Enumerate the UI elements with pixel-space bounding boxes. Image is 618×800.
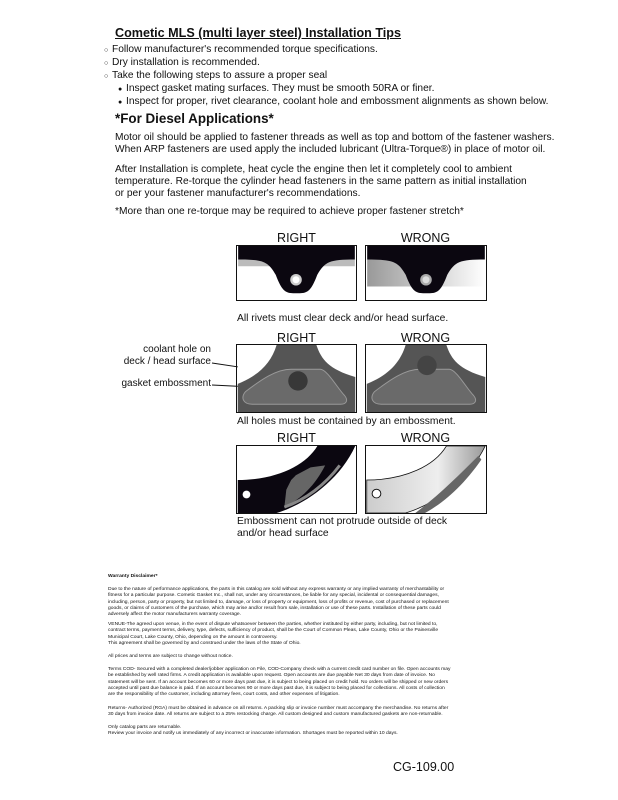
prices-paragraph	[108, 654, 233, 660]
text-line: Due to the nature of performance applications, the parts in this catalog are sold without any express warranty or any implied warranty of merchantability or	[108, 587, 445, 592]
text-line: Municipal Court, Lake County, Ohio, depending on the amount in controversy.	[108, 634, 278, 640]
text-line: coolant hole on	[143, 344, 211, 355]
right-label: RIGHT	[277, 231, 316, 245]
text-line: Only catalog parts are returnable.	[108, 725, 182, 730]
page-title: Cometic MLS (multi layer steel) Installation Tips	[115, 26, 401, 40]
caption-holes: All holes must be contained by an embossment.	[237, 416, 456, 427]
sub-tip: ● Inspect for proper, rivet clearance, coolant hole and embossment alignments as shown below.	[118, 96, 549, 107]
diesel-heading: *For Diesel Applications*	[115, 111, 274, 126]
text-line: adversely affect the motor manufacturers warranty coverage.	[108, 612, 242, 618]
text-line: Inspect gasket mating surfaces. They must be smooth 50RA or finer.	[126, 83, 435, 94]
text-line: be established by well rated firms. A credit application is available upon request. Open accounts are due payable Net 30 days from date of invoice. No	[108, 673, 435, 679]
text-line: Review your invoice and notify us immediately of any incorrect or inaccurate information. Shortages must be reported within 10 days.	[108, 731, 398, 737]
text-line: After Installation is complete, heat cycle the engine then let it completely cool to ambient	[115, 164, 512, 175]
warranty-title: Warranty Disclaimer*	[108, 574, 158, 579]
coolant-wrong-diagram	[365, 344, 487, 413]
caption-embossment	[237, 516, 447, 540]
returns-paragraph	[108, 706, 448, 719]
text-line: fitness for a particular purpose. Cometic Gasket Inc., shall not, under any circumstances, be liable for any special, incidental or consequential damages,	[108, 593, 439, 599]
text-line: All prices and terms are subject to change without notice.	[108, 654, 233, 659]
tip: ○ Dry installation is recommended.	[104, 57, 260, 68]
tip: ○ Follow manufacturer's recommended torque specifications.	[104, 44, 378, 55]
text-line: When ARP fasteners are used apply the included lubricant (Ultra-Torque®) in place of motor oil.	[115, 144, 546, 156]
text-line: accepted until past due balance is paid. If an account becomes 90 or more days past due, it is subject to being placed for collections. All costs of collection	[108, 685, 445, 691]
text-line: This agreement shall be governed by and construed under the laws of the State of Ohio.	[108, 640, 301, 646]
text-line: statement will be sent. If an account becomes 60 or more days past due, it is subject to being placed on credit hold. No orders will be shipped or new orders	[108, 679, 449, 685]
embossment-wrong-diagram	[365, 445, 487, 514]
caption-rivets: All rivets must clear deck and/or head surface.	[237, 313, 449, 324]
text-line: Terms COD- Secured with a completed dealer/jobber application on File, COD-Company check with a current credit card number on file. Open accounts may	[108, 667, 451, 672]
text-line: Motor oil should be applied to fastener threads as well as top and bottom of the fastener washers.	[115, 132, 555, 143]
embossment-right-diagram	[236, 445, 357, 514]
right-label: RIGHT	[277, 331, 316, 345]
callout-embossment: gasket embossment	[121, 378, 211, 389]
text-line: are the responsibility of the customer, including attorney fees, court costs, and other expenses of litigation.	[108, 692, 340, 698]
text-line: Embossment can not protrude outside of deck	[237, 516, 448, 527]
tip: ○ Take the following steps to assure a proper seal	[104, 70, 328, 81]
text-line: 30 days from invoice date. All returns are subject to a 25% restocking charge. All custom designed and custom manufactured gaskets are non-returnable.	[108, 712, 443, 718]
right-label: RIGHT	[277, 431, 316, 445]
text-line: Dry installation is recommended.	[112, 57, 260, 68]
diesel-note: *More than one re-torque may be required to achieve proper fastener stretch*	[115, 206, 464, 217]
text-line: Follow manufacturer's recommended torque specifications.	[112, 44, 378, 55]
wrong-label: WRONG	[400, 331, 451, 345]
text-line: contract terms, payment terms, delivery, type, defects, sufficiency of product, shall be the Court of Common Pleas, Lake County, Ohio or the Painesville	[108, 628, 439, 634]
text-line: deck / head surface	[123, 356, 211, 367]
page-code: CG-109.00	[393, 760, 455, 774]
venue-paragraph	[108, 622, 438, 647]
text-line: and/or head surface	[237, 528, 329, 539]
terms-paragraph	[108, 667, 451, 698]
text-line: Returns- Authorized (RGA) must be obtained in advance on all returns. A packing slip or invoice number must accompany the merchandise. No returns after	[108, 706, 449, 711]
wrong-label: WRONG	[400, 231, 451, 245]
text-line: temperature. Re-torque the cylinder head fasteners in the same pattern as initial installation	[115, 176, 527, 188]
coolant-right-diagram	[236, 344, 357, 413]
text-line: goods, or claims of customers of the purchase, which may arise and/or result from sale, installation or use of these parts. Installation of these parts could	[108, 605, 441, 611]
sub-tip: ● Inspect gasket mating surfaces. They must be smooth 50RA or finer.	[118, 83, 435, 94]
review-paragraph	[108, 725, 398, 738]
text-line: Take the following steps to assure a proper seal	[112, 70, 328, 81]
text-line: VENUE-The agreed upon venue, in the event of dispute whatsoever between the parties, whether instituted by either party, including, but not limited to,	[108, 622, 438, 627]
text-line: including, person, party or property, but not limited to, damage, or loss of property or equipment, loss of profits or revenue, cost of purchased or replacement	[108, 599, 449, 605]
text-line: Inspect for proper, rivet clearance, coolant hole and embossment alignments as shown below.	[126, 96, 549, 107]
warranty-paragraph	[108, 587, 449, 618]
wrong-label: WRONG	[400, 431, 451, 445]
text-line: or per your fastener manufacturer's recommendations.	[115, 188, 361, 200]
